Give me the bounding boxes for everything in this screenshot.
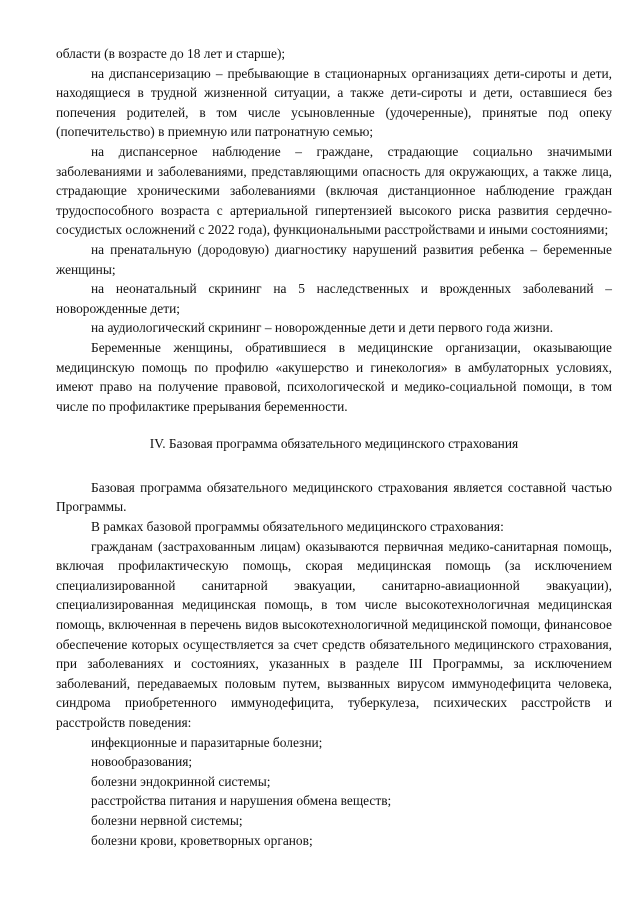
disease-list [56,733,612,851]
section-heading: IV. Базовая программа обязательного медицинского страхования [149,436,519,452]
list-item: болезни нервной системы; [91,812,243,828]
list-item: болезни крови, кроветворных органов; [91,832,313,848]
list-item: расстройства питания и нарушения обмена веществ; [91,793,392,809]
paragraph-pregnant-women: Беременные женщины, обратившиеся в медицинские организации, оказывающие медицинскую помощь по профилю «акушерство и гинекология» в амбулаторных условиях, имеют право на получение правовой, психологической и медико-социальной помощи, в том числе по профилактике прерывания беременности. [56,339,612,414]
list-item: новообразования; [91,754,193,770]
paragraph-continuation: области (в возрасте до 18 лет и старше); [56,46,286,61]
paragraph-within-program: В рамках базовой программы обязательного медицинского страхования: [91,519,504,535]
paragraph-basic-program: Базовая программа обязательного медицинского страхования является составной частью Программы. [56,479,612,515]
document-page [56,44,612,850]
list-item: инфекционные и паразитарные болезни; [91,734,323,750]
paragraph-audiological-screening: на аудиологический скрининг – новорожденные дети и дети первого года жизни. [91,320,554,336]
paragraph-prenatal-diagnostics: на пренатальную (дородовую) диагностику нарушений развития ребенка – беременные женщины; [56,241,612,277]
paragraph-dispensary-observation: на диспансерное наблюдение – граждане, страдающие социально значимыми заболеваниями и заболеваниями, представляющими опасность для окружающих, а также лица, страдающие хроническими заболеваниями (включая дистанционное наблюдение граждан трудоспособного возраста с артериальной гипертензией высокого риска развития сердечно-сосудистых осложнений с 2022 года), функциональными расстройствами и иными состояниями; [56,143,612,238]
list-item: болезни эндокринной системы; [91,773,271,789]
paragraph-neonatal-screening: на неонатальный скрининг на 5 наследственных и врожденных заболеваний – новорожденные дети; [56,281,612,316]
paragraph-dispanserization: на диспансеризацию – пребывающие в стационарных организациях дети-сироты и дети, находящиеся в трудной жизненной ситуации, а также дети-сироты и дети, оставшиеся без попечения родителей, в том числе усыновленные (удочеренные), принятые под опеку (попечительство) в приемную или патронатную семью; [56,65,612,140]
paragraph-citizens-care: гражданам (застрахованным лицам) оказываются первичная медико-санитарная помощь, включая профилактическую помощь, скорая медицинская помощь (за исключением специализированной санитарной эвакуации, санитарно-авиационной эвакуации), специализированная медицинская помощь, в том числе высокотехнологичная медицинская помощь, включенная в перечень видов высокотехнологичной медицинской помощи, финансовое обеспечение которых осуществляется за счет средств обязательного медицинского страхования, при заболеваниях и состояниях, указанных в разделе III Программы, за исключением заболеваний, передаваемых половым путем, вызванных вирусом иммунодефицита человека, синдрома приобретенного иммунодефицита, туберкулеза, психических расстройств и расстройств поведения: [56,538,612,730]
